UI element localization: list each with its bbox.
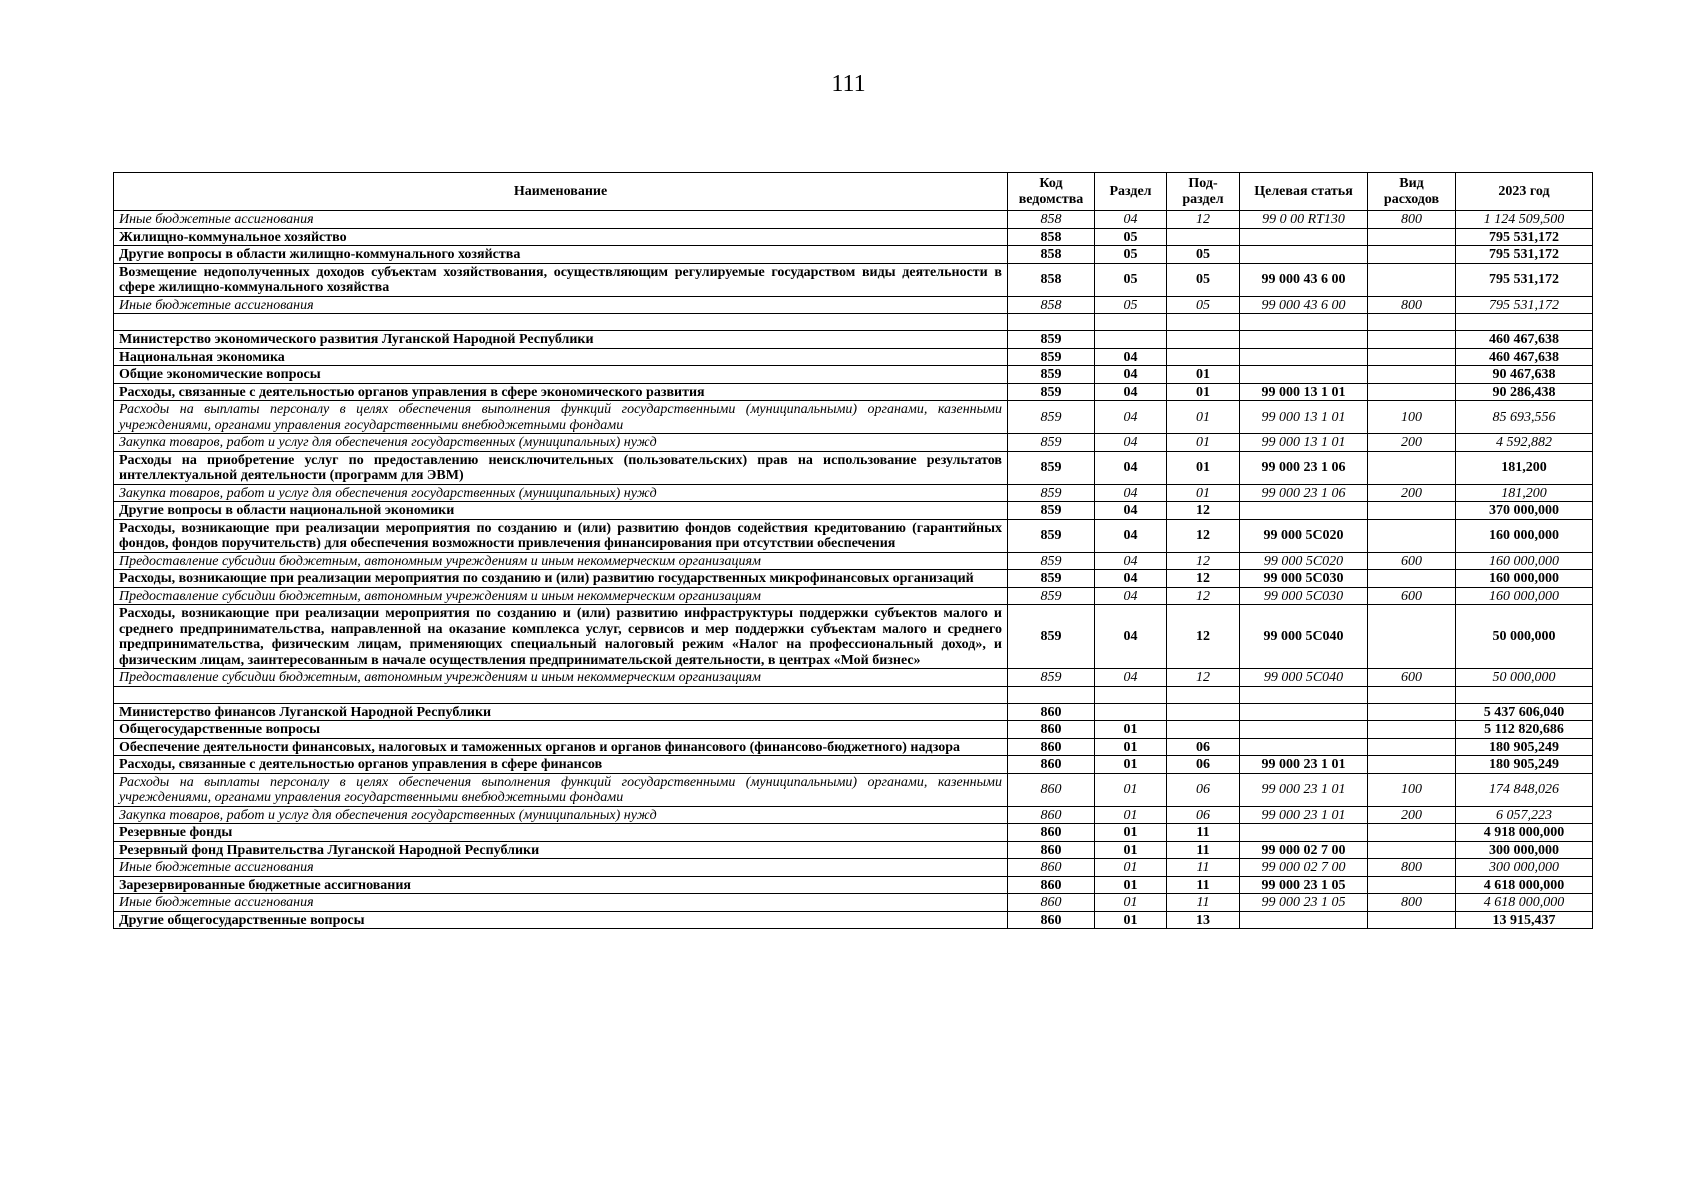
table-row	[114, 806, 1593, 824]
cell-razdel: 04	[1095, 451, 1167, 484]
table-row	[114, 552, 1593, 570]
cell-name: Предоставление субсидии бюджетным, автономным учреждениям и иным некоммерческим организациям	[114, 552, 1008, 570]
cell-razdel: 01	[1095, 773, 1167, 806]
cell-podrazdel: 01	[1167, 484, 1240, 502]
cell-ved: 859	[1008, 570, 1095, 588]
cell-vr: 100	[1368, 773, 1456, 806]
cell-vr: 600	[1368, 587, 1456, 605]
cell-ved	[1008, 686, 1095, 703]
cell-podrazdel: 12	[1167, 519, 1240, 552]
cell-vr	[1368, 824, 1456, 842]
cell-podrazdel: 12	[1167, 552, 1240, 570]
cell-podrazdel: 12	[1167, 605, 1240, 669]
cell-name: Другие общегосударственные вопросы	[114, 911, 1008, 929]
table-row	[114, 894, 1593, 912]
cell-razdel: 04	[1095, 348, 1167, 366]
table-row	[114, 484, 1593, 502]
table-row	[114, 434, 1593, 452]
cell-razdel: 04	[1095, 434, 1167, 452]
cell-podrazdel	[1167, 228, 1240, 246]
table-row	[114, 703, 1593, 721]
table-row	[114, 911, 1593, 929]
cell-vr	[1368, 383, 1456, 401]
table-row	[114, 570, 1593, 588]
cell-vr: 100	[1368, 401, 1456, 434]
cell-razdel: 04	[1095, 211, 1167, 229]
cell-vr: 800	[1368, 894, 1456, 912]
cell-name: Другие вопросы в области национальной экономики	[114, 502, 1008, 520]
cell-razdel	[1095, 703, 1167, 721]
cell-sum	[1456, 686, 1593, 703]
cell-razdel: 01	[1095, 859, 1167, 877]
header-razdel: Раздел	[1095, 173, 1167, 211]
cell-vr	[1368, 366, 1456, 384]
cell-vr: 600	[1368, 552, 1456, 570]
cell-sum: 181,200	[1456, 451, 1593, 484]
table-row	[114, 502, 1593, 520]
cell-ved	[1008, 314, 1095, 331]
cell-vr	[1368, 246, 1456, 264]
cell-name: Иные бюджетные ассигнования	[114, 211, 1008, 229]
cell-name: Национальная экономика	[114, 348, 1008, 366]
cell-ved: 859	[1008, 348, 1095, 366]
cell-cs: 99 000 02 7 00	[1240, 841, 1368, 859]
cell-vr	[1368, 738, 1456, 756]
cell-name: Закупка товаров, работ и услуг для обеспечения государственных (муниципальных) нужд	[114, 806, 1008, 824]
cell-vr	[1368, 502, 1456, 520]
cell-name: Расходы, возникающие при реализации мероприятия по созданию и (или) развитию фондов содействия кредитованию (гарантийных фондов, фондов поручительств) для обеспечения возможности привлечения финансирования при отсутствии обеспечения	[114, 519, 1008, 552]
cell-name	[114, 686, 1008, 703]
cell-sum: 795 531,172	[1456, 263, 1593, 296]
cell-vr	[1368, 911, 1456, 929]
cell-sum: 370 000,000	[1456, 502, 1593, 520]
cell-cs: 99 000 23 1 05	[1240, 894, 1368, 912]
cell-cs: 99 000 5С040	[1240, 605, 1368, 669]
cell-razdel: 01	[1095, 894, 1167, 912]
cell-podrazdel: 05	[1167, 263, 1240, 296]
cell-cs: 99 000 23 1 01	[1240, 773, 1368, 806]
cell-sum: 4 618 000,000	[1456, 876, 1593, 894]
cell-cs	[1240, 911, 1368, 929]
cell-cs: 99 0 00 RT130	[1240, 211, 1368, 229]
cell-name: Расходы, возникающие при реализации мероприятия по созданию и (или) развитию государственных микрофинансовых организаций	[114, 570, 1008, 588]
cell-ved: 860	[1008, 773, 1095, 806]
cell-ved: 860	[1008, 911, 1095, 929]
cell-name: Зарезервированные бюджетные ассигнования	[114, 876, 1008, 894]
cell-razdel: 04	[1095, 669, 1167, 687]
cell-ved: 860	[1008, 894, 1095, 912]
cell-razdel: 04	[1095, 383, 1167, 401]
cell-podrazdel: 01	[1167, 434, 1240, 452]
cell-ved: 859	[1008, 605, 1095, 669]
cell-vr: 800	[1368, 859, 1456, 877]
cell-cs	[1240, 366, 1368, 384]
header-ved: Код ведомства	[1008, 173, 1095, 211]
cell-name: Общегосударственные вопросы	[114, 721, 1008, 739]
header-vr: Вид расходов	[1368, 173, 1456, 211]
table-row	[114, 669, 1593, 687]
cell-cs	[1240, 348, 1368, 366]
cell-vr	[1368, 331, 1456, 349]
cell-cs	[1240, 314, 1368, 331]
cell-sum: 5 437 606,040	[1456, 703, 1593, 721]
table-row	[114, 721, 1593, 739]
page-number: 111	[831, 71, 866, 97]
cell-sum: 50 000,000	[1456, 605, 1593, 669]
cell-vr	[1368, 348, 1456, 366]
cell-ved: 859	[1008, 519, 1095, 552]
cell-razdel: 01	[1095, 738, 1167, 756]
cell-name: Иные бюджетные ассигнования	[114, 894, 1008, 912]
cell-podrazdel: 11	[1167, 876, 1240, 894]
cell-ved: 860	[1008, 756, 1095, 774]
cell-podrazdel	[1167, 703, 1240, 721]
table-header-row	[114, 173, 1593, 211]
cell-vr	[1368, 686, 1456, 703]
cell-razdel: 05	[1095, 263, 1167, 296]
table-row	[114, 348, 1593, 366]
cell-sum: 4 618 000,000	[1456, 894, 1593, 912]
cell-name: Жилищно-коммунальное хозяйство	[114, 228, 1008, 246]
cell-cs	[1240, 331, 1368, 349]
cell-name: Расходы, связанные с деятельностью органов управления в сфере экономического развития	[114, 383, 1008, 401]
cell-razdel	[1095, 331, 1167, 349]
cell-razdel: 04	[1095, 484, 1167, 502]
cell-vr	[1368, 451, 1456, 484]
cell-sum: 90 286,438	[1456, 383, 1593, 401]
cell-razdel: 01	[1095, 721, 1167, 739]
cell-name: Расходы на приобретение услуг по предоставлению неисключительных (пользовательских) прав на использование результатов интеллектуальной деятельности (программ для ЭВМ)	[114, 451, 1008, 484]
cell-podrazdel: 06	[1167, 738, 1240, 756]
cell-podrazdel: 12	[1167, 502, 1240, 520]
cell-razdel: 04	[1095, 519, 1167, 552]
table-row	[114, 876, 1593, 894]
cell-vr: 600	[1368, 669, 1456, 687]
cell-podrazdel: 11	[1167, 824, 1240, 842]
cell-sum: 795 531,172	[1456, 296, 1593, 314]
cell-razdel: 05	[1095, 296, 1167, 314]
cell-vr	[1368, 605, 1456, 669]
cell-vr: 200	[1368, 484, 1456, 502]
cell-ved: 858	[1008, 296, 1095, 314]
cell-name: Расходы на выплаты персоналу в целях обеспечения выполнения функций государственными (муниципальными) органами, казенными учреждениями, органами управления государственными внебюджетными фондами	[114, 401, 1008, 434]
cell-razdel: 01	[1095, 876, 1167, 894]
cell-podrazdel: 01	[1167, 451, 1240, 484]
cell-podrazdel: 05	[1167, 246, 1240, 264]
cell-name	[114, 314, 1008, 331]
cell-cs: 99 000 23 1 01	[1240, 756, 1368, 774]
cell-cs: 99 000 13 1 01	[1240, 401, 1368, 434]
cell-sum: 160 000,000	[1456, 519, 1593, 552]
table-row	[114, 859, 1593, 877]
cell-name: Возмещение недополученных доходов субъектам хозяйствования, осуществляющим регулируемые государством виды деятельности в сфере жилищно-коммунального хозяйства	[114, 263, 1008, 296]
cell-ved: 859	[1008, 366, 1095, 384]
cell-ved: 859	[1008, 587, 1095, 605]
cell-podrazdel: 11	[1167, 894, 1240, 912]
cell-razdel: 04	[1095, 502, 1167, 520]
cell-ved: 860	[1008, 841, 1095, 859]
cell-cs: 99 000 23 1 06	[1240, 451, 1368, 484]
cell-name: Расходы на выплаты персоналу в целях обеспечения выполнения функций государственными (муниципальными) органами, казенными учреждениями, органами управления государственными внебюджетными фондами	[114, 773, 1008, 806]
cell-cs: 99 000 43 6 00	[1240, 296, 1368, 314]
cell-podrazdel: 12	[1167, 211, 1240, 229]
cell-vr	[1368, 703, 1456, 721]
cell-razdel: 01	[1095, 841, 1167, 859]
cell-ved: 858	[1008, 246, 1095, 264]
cell-ved: 859	[1008, 383, 1095, 401]
cell-ved: 860	[1008, 721, 1095, 739]
cell-ved: 859	[1008, 434, 1095, 452]
cell-podrazdel: 11	[1167, 859, 1240, 877]
cell-cs: 99 000 5С030	[1240, 570, 1368, 588]
cell-name: Предоставление субсидии бюджетным, автономным учреждениям и иным некоммерческим организациям	[114, 587, 1008, 605]
cell-sum: 174 848,026	[1456, 773, 1593, 806]
cell-podrazdel	[1167, 331, 1240, 349]
cell-podrazdel: 06	[1167, 806, 1240, 824]
cell-ved: 859	[1008, 401, 1095, 434]
cell-sum: 4 592,882	[1456, 434, 1593, 452]
cell-vr	[1368, 756, 1456, 774]
table-row	[114, 824, 1593, 842]
cell-podrazdel: 06	[1167, 773, 1240, 806]
cell-sum: 50 000,000	[1456, 669, 1593, 687]
header-cs: Целевая статья	[1240, 173, 1368, 211]
cell-sum: 460 467,638	[1456, 331, 1593, 349]
table-row	[114, 587, 1593, 605]
cell-cs: 99 000 5С020	[1240, 552, 1368, 570]
cell-name: Министерство финансов Луганской Народной Республики	[114, 703, 1008, 721]
cell-sum: 795 531,172	[1456, 228, 1593, 246]
table-row	[114, 756, 1593, 774]
cell-ved: 858	[1008, 211, 1095, 229]
cell-sum: 300 000,000	[1456, 841, 1593, 859]
cell-sum: 4 918 000,000	[1456, 824, 1593, 842]
table-row	[114, 228, 1593, 246]
table-row	[114, 773, 1593, 806]
cell-sum: 5 112 820,686	[1456, 721, 1593, 739]
cell-razdel: 04	[1095, 552, 1167, 570]
cell-cs	[1240, 721, 1368, 739]
cell-sum: 460 467,638	[1456, 348, 1593, 366]
cell-podrazdel: 11	[1167, 841, 1240, 859]
cell-name: Другие вопросы в области жилищно-коммунального хозяйства	[114, 246, 1008, 264]
table-row	[114, 383, 1593, 401]
cell-sum: 180 905,249	[1456, 756, 1593, 774]
table-row	[114, 519, 1593, 552]
cell-cs: 99 000 43 6 00	[1240, 263, 1368, 296]
cell-cs: 99 000 13 1 01	[1240, 383, 1368, 401]
cell-podrazdel: 05	[1167, 296, 1240, 314]
cell-cs: 99 000 5С040	[1240, 669, 1368, 687]
cell-cs	[1240, 738, 1368, 756]
cell-ved: 860	[1008, 824, 1095, 842]
cell-vr	[1368, 721, 1456, 739]
cell-ved: 860	[1008, 806, 1095, 824]
table-row	[114, 366, 1593, 384]
cell-cs	[1240, 703, 1368, 721]
cell-ved: 860	[1008, 703, 1095, 721]
cell-vr	[1368, 841, 1456, 859]
cell-podrazdel	[1167, 348, 1240, 366]
cell-cs	[1240, 824, 1368, 842]
cell-sum: 90 467,638	[1456, 366, 1593, 384]
budget-table	[113, 172, 1593, 929]
cell-podrazdel: 01	[1167, 383, 1240, 401]
cell-ved: 859	[1008, 451, 1095, 484]
cell-sum: 181,200	[1456, 484, 1593, 502]
cell-name: Резервные фонды	[114, 824, 1008, 842]
cell-ved: 860	[1008, 859, 1095, 877]
cell-sum: 160 000,000	[1456, 570, 1593, 588]
cell-razdel: 04	[1095, 570, 1167, 588]
table-row	[114, 401, 1593, 434]
cell-name: Иные бюджетные ассигнования	[114, 859, 1008, 877]
cell-podrazdel: 06	[1167, 756, 1240, 774]
header-podrazdel: Под-раздел	[1167, 173, 1240, 211]
cell-ved: 859	[1008, 502, 1095, 520]
cell-vr	[1368, 570, 1456, 588]
cell-vr	[1368, 519, 1456, 552]
cell-razdel: 05	[1095, 246, 1167, 264]
table-row	[114, 296, 1593, 314]
cell-sum: 6 057,223	[1456, 806, 1593, 824]
cell-razdel: 04	[1095, 605, 1167, 669]
cell-cs: 99 000 23 1 01	[1240, 806, 1368, 824]
cell-podrazdel	[1167, 314, 1240, 331]
cell-ved: 858	[1008, 263, 1095, 296]
cell-ved: 858	[1008, 228, 1095, 246]
cell-sum: 795 531,172	[1456, 246, 1593, 264]
cell-razdel: 01	[1095, 824, 1167, 842]
table-row	[114, 314, 1593, 331]
cell-ved: 860	[1008, 876, 1095, 894]
cell-sum: 85 693,556	[1456, 401, 1593, 434]
cell-ved: 859	[1008, 669, 1095, 687]
cell-sum: 180 905,249	[1456, 738, 1593, 756]
table-row	[114, 451, 1593, 484]
cell-vr	[1368, 228, 1456, 246]
cell-ved: 859	[1008, 331, 1095, 349]
cell-name: Расходы, возникающие при реализации мероприятия по созданию и (или) развитию инфраструктуры поддержки субъектов малого и среднего предпринимательства, направленной на оказание комплекса услуг, сервисов и мер поддержки субъектам малого и среднего предпринимательства, физическим лицам, применяющих специальный налоговый режим «Налог на профессиональный доход», и физическим лицам, заинтересованным в начале осуществления предпринимательской деятельности, в центрах «Мой бизнес»	[114, 605, 1008, 669]
cell-podrazdel: 13	[1167, 911, 1240, 929]
cell-name: Иные бюджетные ассигнования	[114, 296, 1008, 314]
cell-name: Министерство экономического развития Луганской Народной Республики	[114, 331, 1008, 349]
cell-vr: 800	[1368, 296, 1456, 314]
cell-razdel: 04	[1095, 587, 1167, 605]
cell-ved: 859	[1008, 484, 1095, 502]
cell-razdel: 04	[1095, 366, 1167, 384]
header-sum: 2023 год	[1456, 173, 1593, 211]
table-row	[114, 738, 1593, 756]
cell-cs	[1240, 228, 1368, 246]
cell-vr: 800	[1368, 211, 1456, 229]
cell-sum: 300 000,000	[1456, 859, 1593, 877]
cell-podrazdel	[1167, 686, 1240, 703]
cell-name: Общие экономические вопросы	[114, 366, 1008, 384]
table-row	[114, 263, 1593, 296]
cell-razdel: 01	[1095, 911, 1167, 929]
cell-vr: 200	[1368, 806, 1456, 824]
cell-name: Закупка товаров, работ и услуг для обеспечения государственных (муниципальных) нужд	[114, 484, 1008, 502]
cell-razdel	[1095, 686, 1167, 703]
cell-cs: 99 000 02 7 00	[1240, 859, 1368, 877]
cell-podrazdel: 12	[1167, 669, 1240, 687]
cell-vr	[1368, 876, 1456, 894]
table-row	[114, 246, 1593, 264]
cell-name: Обеспечение деятельности финансовых, налоговых и таможенных органов и органов финансового (финансово-бюджетного) надзора	[114, 738, 1008, 756]
cell-cs	[1240, 686, 1368, 703]
cell-ved: 859	[1008, 552, 1095, 570]
cell-name: Расходы, связанные с деятельностью органов управления в сфере финансов	[114, 756, 1008, 774]
cell-sum	[1456, 314, 1593, 331]
cell-razdel: 05	[1095, 228, 1167, 246]
cell-ved: 860	[1008, 738, 1095, 756]
cell-name: Резервный фонд Правительства Луганской Народной Республики	[114, 841, 1008, 859]
cell-podrazdel	[1167, 721, 1240, 739]
cell-sum: 160 000,000	[1456, 587, 1593, 605]
cell-podrazdel: 01	[1167, 366, 1240, 384]
cell-razdel: 01	[1095, 756, 1167, 774]
cell-sum: 13 915,437	[1456, 911, 1593, 929]
cell-sum: 1 124 509,500	[1456, 211, 1593, 229]
cell-razdel	[1095, 314, 1167, 331]
cell-cs: 99 000 23 1 05	[1240, 876, 1368, 894]
table-row	[114, 686, 1593, 703]
table-row	[114, 605, 1593, 669]
cell-name: Закупка товаров, работ и услуг для обеспечения государственных (муниципальных) нужд	[114, 434, 1008, 452]
cell-vr	[1368, 263, 1456, 296]
cell-sum: 160 000,000	[1456, 552, 1593, 570]
cell-vr: 200	[1368, 434, 1456, 452]
cell-cs: 99 000 23 1 06	[1240, 484, 1368, 502]
cell-podrazdel: 12	[1167, 587, 1240, 605]
cell-razdel: 04	[1095, 401, 1167, 434]
cell-name: Предоставление субсидии бюджетным, автономным учреждениям и иным некоммерческим организациям	[114, 669, 1008, 687]
cell-razdel: 01	[1095, 806, 1167, 824]
cell-cs: 99 000 5С020	[1240, 519, 1368, 552]
cell-cs	[1240, 502, 1368, 520]
table-row	[114, 211, 1593, 229]
table-row	[114, 331, 1593, 349]
table-row	[114, 841, 1593, 859]
cell-podrazdel: 12	[1167, 570, 1240, 588]
cell-cs: 99 000 5С030	[1240, 587, 1368, 605]
cell-vr	[1368, 314, 1456, 331]
header-name: Наименование	[114, 173, 1008, 211]
cell-cs	[1240, 246, 1368, 264]
cell-podrazdel: 01	[1167, 401, 1240, 434]
cell-cs: 99 000 13 1 01	[1240, 434, 1368, 452]
